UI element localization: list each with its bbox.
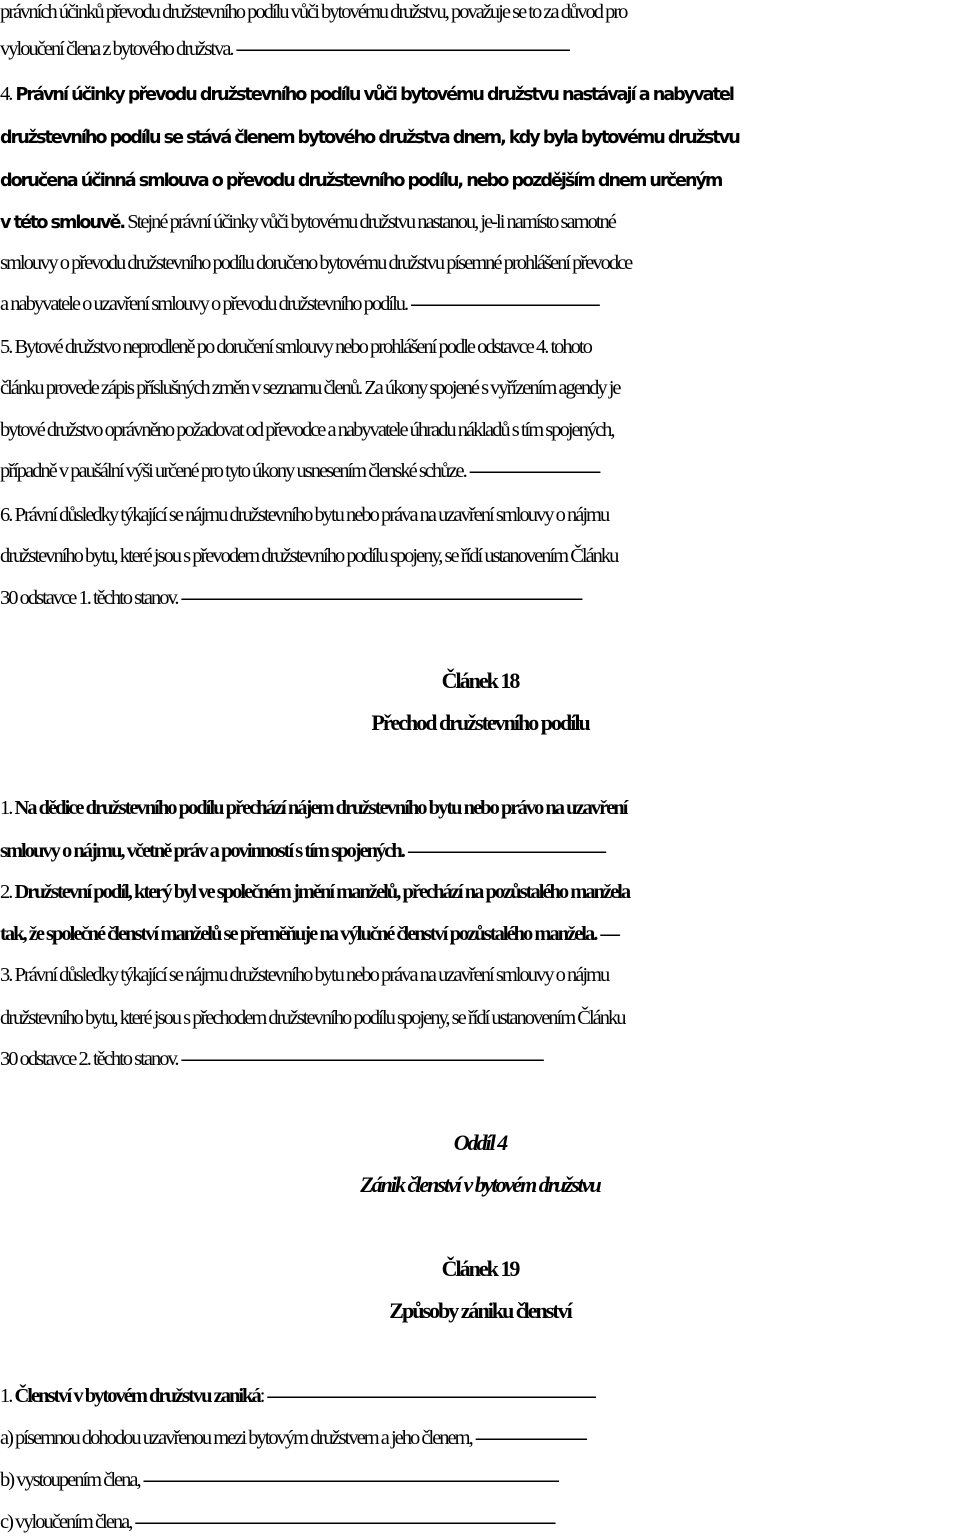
paragraph-5-line: 5. Bytové družstvo neprodleně po doručení smlouvy nebo prohlášení podle odstavce 4. tohoto [0, 336, 591, 358]
paragraph-5-line: bytové družstvo oprávněno požadovat od převodce a nabyvatele úhradu nákladů s tím spojených, [0, 419, 614, 441]
paragraph-4-line: družstevního podílu se stává členem bytového družstva dnem, kdy byla bytovému družstvu [0, 128, 739, 148]
bold-text: tak, že společné členství manželů se přeměňuje na výlučné členství pozůstalého manžela. [0, 923, 597, 945]
plain-text: ---- [596, 923, 619, 945]
paragraph-5-line [0, 376, 960, 400]
article-19-paragraph-1 [0, 1384, 960, 1408]
list-item-a: a) písemnou dohodou uzavřenou mezi bytovým družstvem a jeho členem, ----------------------- [0, 1427, 586, 1449]
article-title: Článek 19 [441, 1256, 519, 1281]
article-18-paragraph-2 [0, 922, 960, 946]
section-subtitle: Zánik členství v bytovém družstvu [360, 1172, 600, 1197]
article-18-paragraph-2 [0, 880, 960, 904]
paragraph-number: 1. [0, 797, 15, 819]
bold-text: Na dědice družstevního podílu přechází nájem družstevního bytu nebo právo na uzavření [14, 797, 627, 819]
paragraph-4-line: a nabyvatele o uzavření smlouvy o převodu družstevního podílu. --------------------------------------- [0, 293, 599, 315]
article-18-paragraph-3: 30 odstavce 2. těchto stanov. --------------------------------------------------------------------------- [0, 1048, 543, 1070]
article-18-paragraph-3: 3. Právní důsledky týkající se nájmu družstevního bytu nebo práva na uzavření smlouvy o nájmu [0, 964, 609, 986]
plain-text: Za úkony spojené s vyřízením agendy je [361, 377, 620, 399]
list-item-b: b) vystoupením člena, -------------------------------------------------------------------------------------- [0, 1469, 558, 1491]
plain-text: ----------------------------------------- [403, 840, 605, 862]
article-subtitle: Způsoby zániku členství [389, 1298, 571, 1323]
paragraph-6-line: 30 odstavce 1. těchto stanov. ----------------------------------------------------------------------------------- [0, 587, 582, 609]
article-18-paragraph-1 [0, 839, 960, 863]
article-subtitle: Přechod družstevního podílu [371, 710, 589, 735]
paragraph-number: 2. [0, 881, 15, 903]
bold-text: smlouvy o nájmu, včetně práv a povinností s tím spojených. [0, 840, 404, 862]
paragraph-number: 1. [0, 1385, 15, 1407]
bold-text: Družstevní podíl, který byl ve společném jmění manželů, přechází na pozůstalého manžela [14, 881, 630, 903]
section-title: Oddíl 4 [453, 1130, 507, 1155]
text-line: právních účinků převodu družstevního podílu vůči bytovému družstvu, považuje se to za důvod pro [0, 1, 627, 23]
paragraph-number: 4. [0, 83, 12, 105]
bold-text: Členství v bytovém družstvu zaniká [14, 1385, 260, 1407]
article-title: Článek 18 [441, 668, 519, 693]
bold-text: Právní účinky převodu družstevního podílu vůči bytovému družstvu nastávají a nabyvatel [11, 85, 733, 105]
plain-text: : -------------------------------------------------------------------- [259, 1385, 595, 1407]
paragraph-4-line: smlouvy o převodu družstevního podílu doručeno bytovému družstvu písemné prohlášení převodce [0, 252, 632, 274]
paragraph-4-line [0, 210, 960, 235]
bold-text: v této smlouvě. [0, 213, 125, 233]
paragraph-5-line: případně v paušální výši určené pro tyto úkony usnesením členské schůze. --------------------------- [0, 460, 600, 482]
list-item-c: c) vyloučením člena, --------------------------------------------------------------------------------------- [0, 1511, 555, 1533]
paragraph-4-line [0, 82, 960, 107]
plain-text: Stejné právní účinky vůči bytovému družstvu nastanou, je-li namísto samotné [124, 211, 615, 233]
paragraph-6-line: družstevního bytu, které jsou s převodem družstevního podílu spojeny, se řídí ustanovením Článku [0, 545, 618, 567]
paragraph-4-line: doručena účinná smlouva o převodu družstevního podílu, nebo pozdějším dnem určeným [0, 171, 722, 191]
article-18-paragraph-1 [0, 796, 960, 820]
paragraph-6-line: 6. Právní důsledky týkající se nájmu družstevního bytu nebo práva na uzavření smlouvy o nájmu [0, 504, 609, 526]
text-line: vyloučení člena z bytového družstva. --------------------------------------------------------------------- [0, 38, 569, 60]
plain-text: článku provede zápis příslušných změn v seznamu členů. [0, 377, 362, 399]
article-18-paragraph-3: družstevního bytu, které jsou s přechodem družstevního podílu spojeny, se řídí ustanovením Článku [0, 1007, 625, 1029]
